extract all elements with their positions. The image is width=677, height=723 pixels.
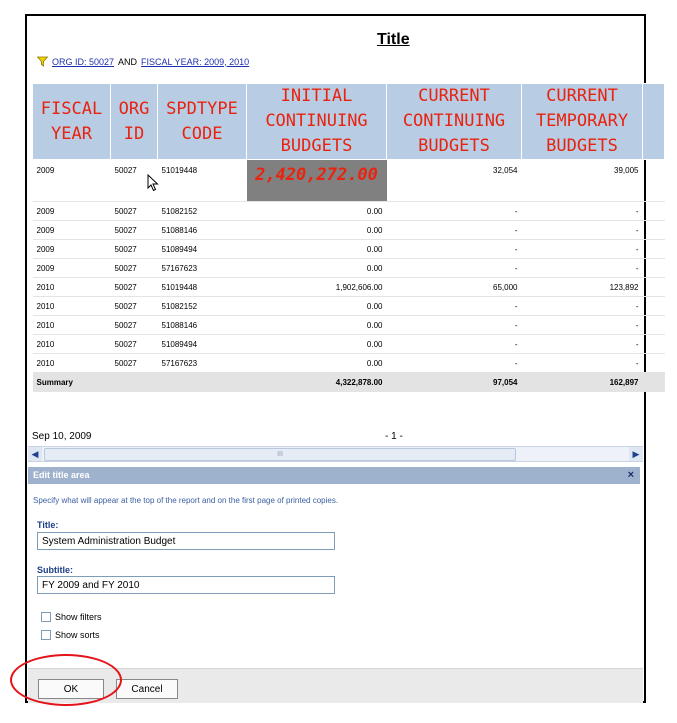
cell-initial-budget: 0.00 (247, 202, 387, 221)
table-row (33, 240, 665, 259)
cell-initial-budget: 1,902,606.00 (247, 278, 387, 297)
cell-spdtype-code: 51082152 (158, 202, 247, 221)
show-filters-checkbox[interactable] (41, 612, 51, 622)
table-row (33, 316, 665, 335)
cell-current-continuing: - (387, 316, 522, 335)
filter-and-text: AND (118, 56, 138, 67)
table-row (33, 354, 665, 373)
cell-spdtype-code: 57167623 (158, 259, 247, 278)
show-sorts-label: Show sorts (55, 630, 100, 640)
cell-org-id: 50027 (111, 297, 158, 316)
cell-fiscal-year: 2009 (33, 259, 111, 278)
cell-spdtype-code: 51019448 (158, 160, 247, 202)
show-filters-label: Show filters (55, 612, 102, 622)
table-row (33, 202, 665, 221)
cell-current-continuing: - (387, 354, 522, 373)
column-header-current-continuing-budgets[interactable]: CURRENT CONTINUING BUDGETS (387, 84, 522, 160)
filter-year-link[interactable]: FISCAL YEAR: 2009, 2010 (141, 56, 250, 67)
cell-org-id: 50027 (111, 240, 158, 259)
cell-initial-budget-highlighted[interactable]: 2,420,272.00 (247, 160, 387, 202)
column-header-org-id[interactable]: ORG ID (111, 84, 158, 160)
cell-current-continuing: - (387, 221, 522, 240)
cell-fiscal-year: 2009 (33, 202, 111, 221)
column-header-spdtype-code[interactable]: SPDTYPE CODE (158, 84, 247, 160)
cell-org-id: 50027 (111, 259, 158, 278)
cell-org-id: 50027 (111, 354, 158, 373)
cell-initial-budget: 0.00 (247, 354, 387, 373)
cell-fiscal-year: 2010 (33, 278, 111, 297)
cell-spdtype-code: 57167623 (158, 354, 247, 373)
cell-current-temporary: - (522, 354, 643, 373)
cancel-button[interactable]: Cancel (116, 679, 178, 699)
mouse-pointer-icon (147, 174, 159, 192)
cell-fiscal-year: 2010 (33, 316, 111, 335)
scroll-right-icon[interactable]: ▶ (629, 447, 643, 461)
cell-current-continuing: - (387, 335, 522, 354)
cell-spdtype-code: 51089494 (158, 240, 247, 259)
cell-spdtype-code: 51019448 (158, 278, 247, 297)
cell-spdtype-code: 51082152 (158, 297, 247, 316)
cell-org-id: 50027 (111, 278, 158, 297)
cell-fiscal-year: 2010 (33, 335, 111, 354)
summary-initial-budget: 4,322,878.00 (247, 373, 387, 392)
cell-fiscal-year: 2010 (33, 354, 111, 373)
cell-current-temporary: 123,892 (522, 278, 643, 297)
table-row (33, 278, 665, 297)
cell-initial-budget: 0.00 (247, 221, 387, 240)
table-row (33, 160, 665, 202)
filter-summary (37, 56, 249, 67)
cell-current-continuing: 65,000 (387, 278, 522, 297)
panel-title: Edit title area (33, 470, 90, 480)
close-icon[interactable]: × (627, 469, 634, 481)
summary-label: Summary (33, 373, 111, 392)
report-date: Sep 10, 2009 (32, 431, 92, 442)
panel-description: Specify what will appear at the top of the report and on the first page of printed copies. (33, 496, 339, 505)
table-row (33, 297, 665, 316)
cell-current-temporary: - (522, 221, 643, 240)
cell-initial-budget: 0.00 (247, 259, 387, 278)
column-header-current-temporary-budgets[interactable]: CURRENT TEMPORARY BUDGETS (522, 84, 643, 160)
cell-current-temporary: - (522, 202, 643, 221)
cell-initial-budget: 0.00 (247, 316, 387, 335)
cell-fiscal-year: 2009 (33, 221, 111, 240)
summary-current-temporary: 162,897 (522, 373, 643, 392)
filter-org-link[interactable]: ORG ID: 50027 (52, 56, 115, 67)
scroll-left-icon[interactable]: ◀ (28, 447, 42, 461)
report-table (32, 83, 665, 392)
title-field-label: Title: (37, 520, 59, 530)
cell-org-id: 50027 (111, 202, 158, 221)
summary-current-continuing: 97,054 (387, 373, 522, 392)
cell-current-temporary: - (522, 297, 643, 316)
cell-current-continuing: - (387, 240, 522, 259)
cell-spdtype-code: 51088146 (158, 221, 247, 240)
title-input[interactable] (37, 532, 335, 550)
cell-fiscal-year: 2010 (33, 297, 111, 316)
cell-fiscal-year: 2009 (33, 240, 111, 259)
column-header-fiscal-year[interactable]: FISCAL YEAR (33, 84, 111, 160)
horizontal-scrollbar[interactable] (28, 446, 643, 462)
show-sorts-checkbox[interactable] (41, 630, 51, 640)
subtitle-input[interactable] (37, 576, 335, 594)
cell-org-id: 50027 (111, 221, 158, 240)
column-header-initial-continuing-budgets[interactable]: INITIAL CONTINUING BUDGETS (247, 84, 387, 160)
cell-org-id: 50027 (111, 316, 158, 335)
report-title: Title (377, 31, 410, 48)
filter-funnel-icon (37, 56, 48, 67)
cell-fiscal-year: 2009 (33, 160, 111, 202)
table-row (33, 221, 665, 240)
cell-current-continuing: - (387, 202, 522, 221)
cell-current-temporary: - (522, 316, 643, 335)
edit-title-area-header (28, 467, 640, 484)
summary-row (33, 373, 665, 392)
cell-current-continuing: 32,054 (387, 160, 522, 202)
show-sorts-option[interactable] (41, 630, 100, 640)
table-header-row (33, 84, 665, 160)
cell-org-id: 50027 (111, 160, 158, 202)
subtitle-field-label: Subtitle: (37, 565, 73, 575)
cell-current-temporary: - (522, 240, 643, 259)
cell-initial-budget: 0.00 (247, 335, 387, 354)
cell-spdtype-code: 51088146 (158, 316, 247, 335)
scrollbar-thumb[interactable]: III (44, 448, 516, 461)
column-header-overflow (643, 84, 665, 160)
show-filters-option[interactable] (41, 612, 102, 622)
table-row (33, 259, 665, 278)
ok-button[interactable]: OK (38, 679, 104, 699)
cell-spdtype-code: 51089494 (158, 335, 247, 354)
cell-current-temporary: - (522, 335, 643, 354)
cell-initial-budget: 0.00 (247, 297, 387, 316)
page-number: - 1 - (385, 431, 403, 442)
cell-current-temporary: - (522, 259, 643, 278)
dialog-button-bar (28, 668, 643, 703)
table-row (33, 335, 665, 354)
cell-initial-budget: 0.00 (247, 240, 387, 259)
cell-org-id: 50027 (111, 335, 158, 354)
report-frame (25, 14, 646, 703)
cell-current-continuing: - (387, 297, 522, 316)
cell-current-temporary: 39,005 (522, 160, 643, 202)
cell-current-continuing: - (387, 259, 522, 278)
